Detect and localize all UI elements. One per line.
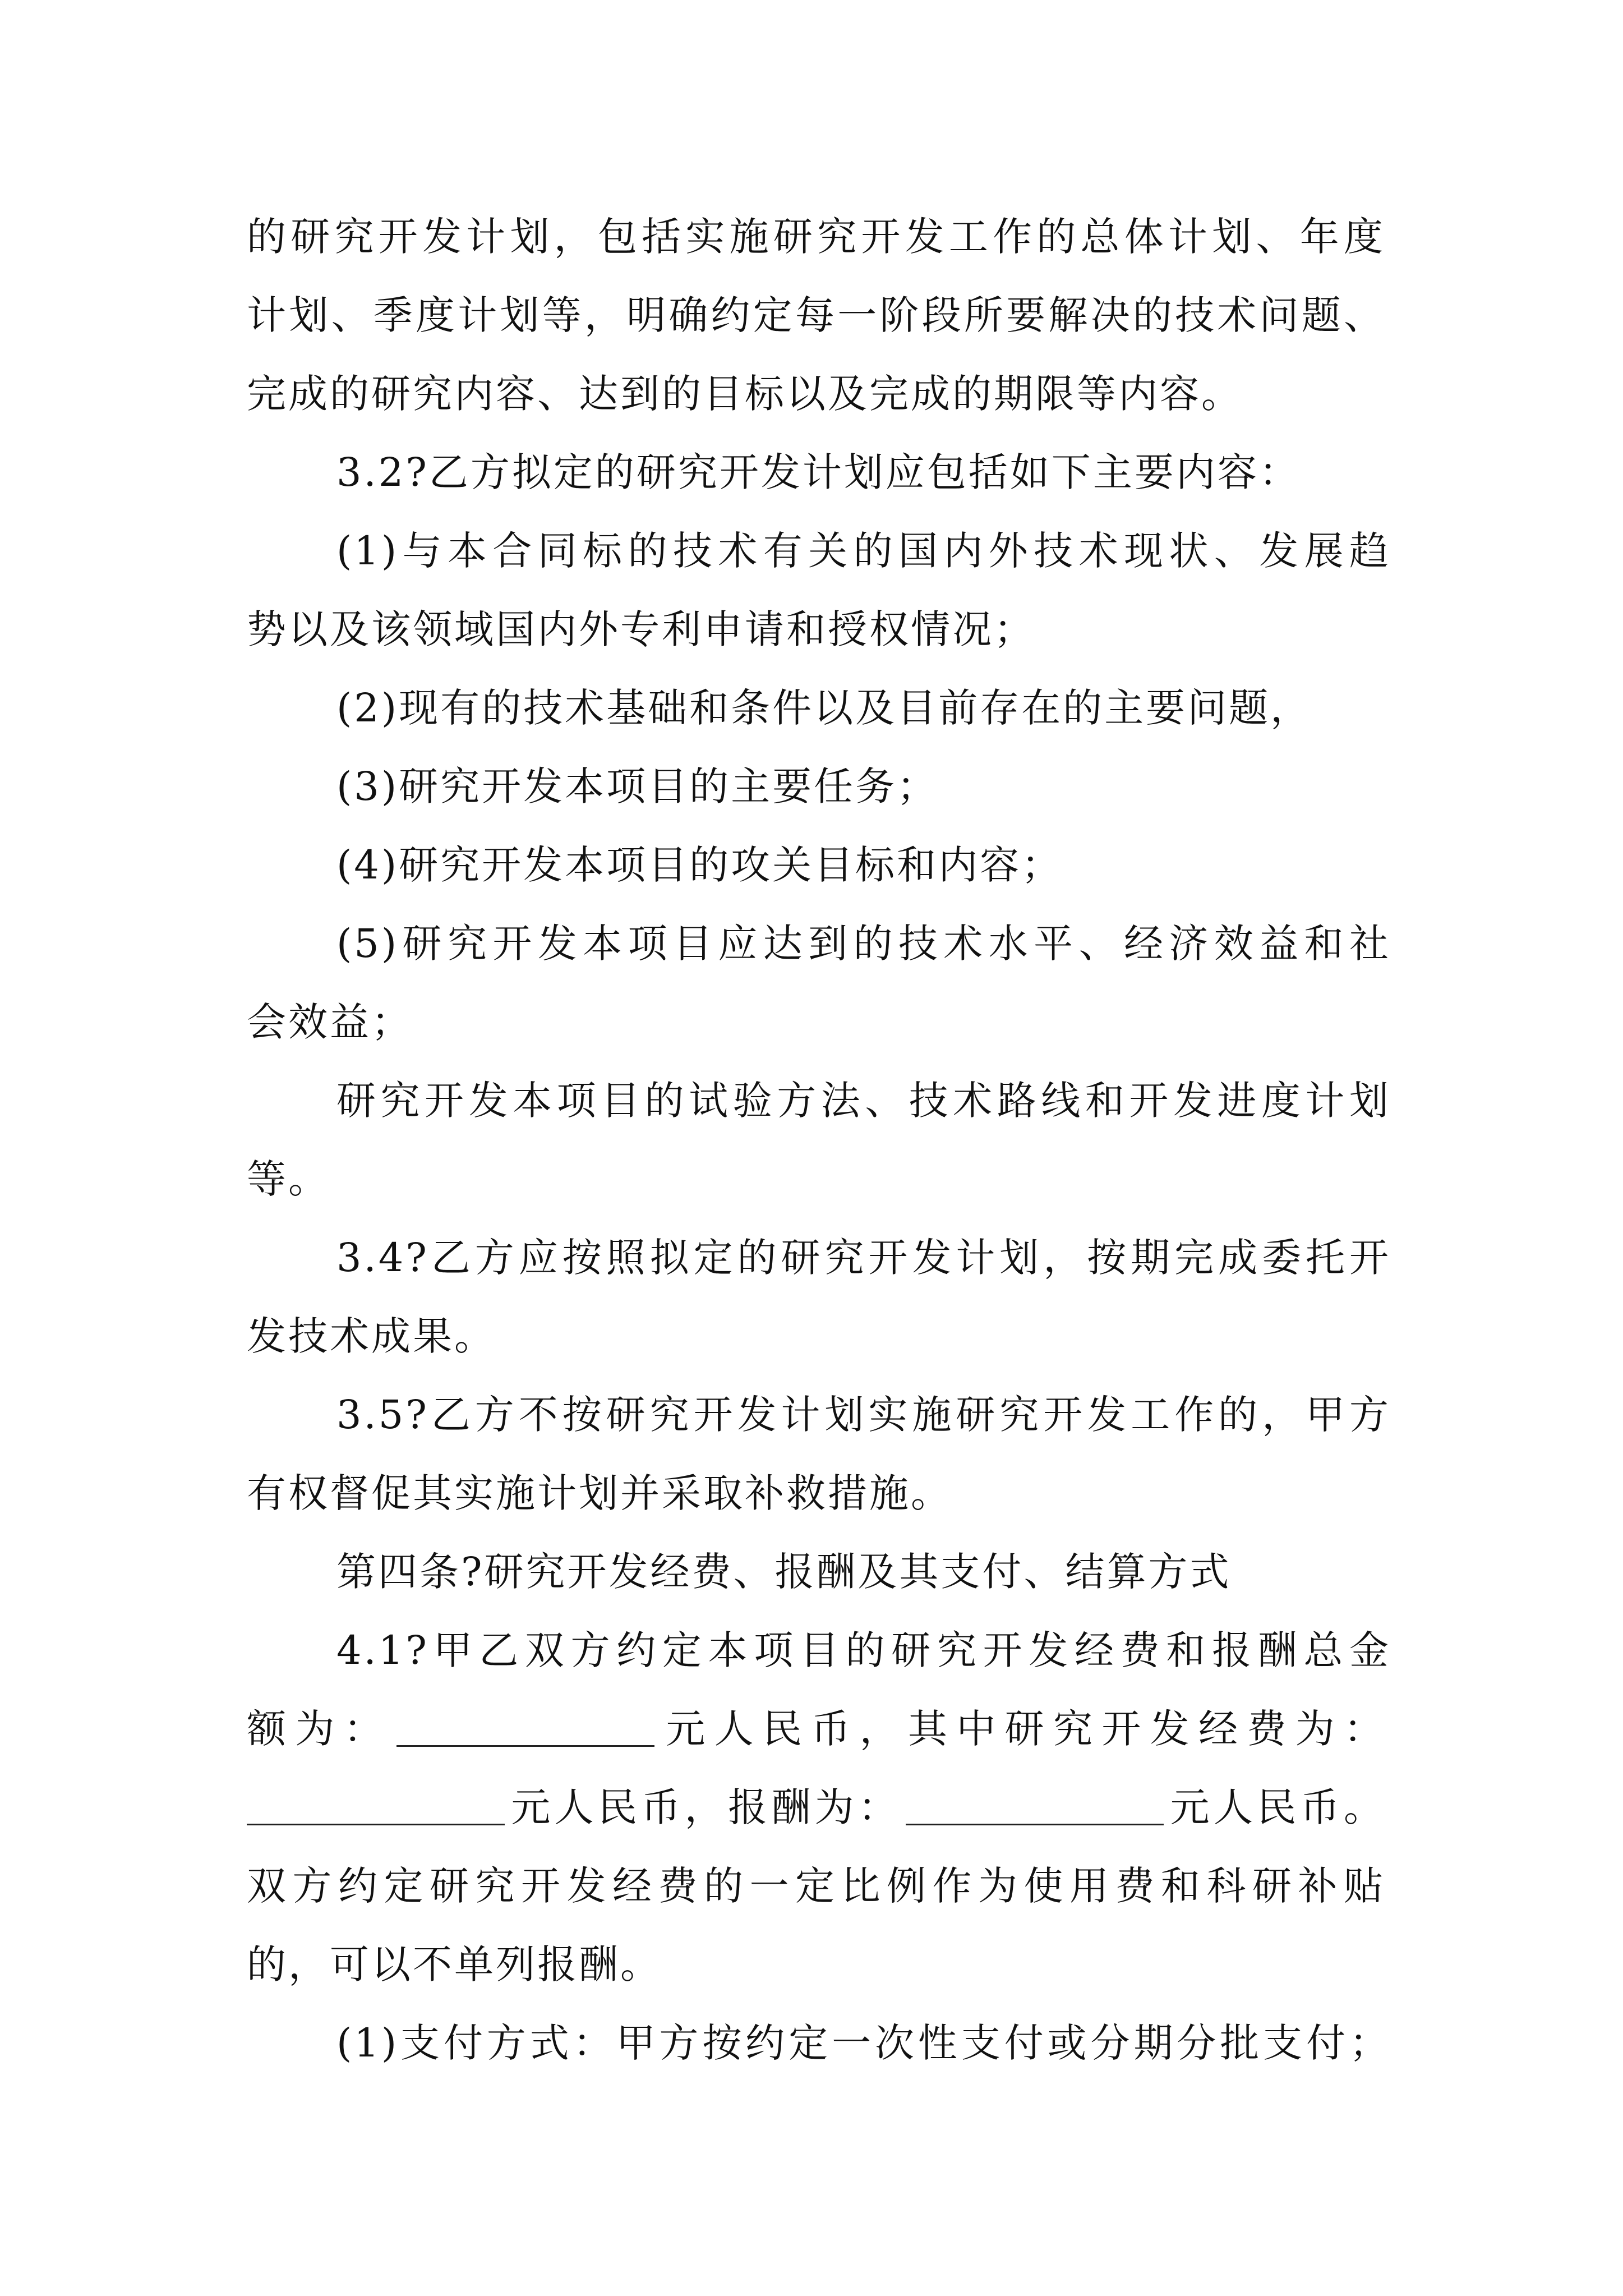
paragraph-line: 发技术成果。	[247, 1313, 496, 1359]
paragraph-line: (1)与本合同标的技术有关的国内外技术现状、发展趋	[336, 528, 1391, 574]
paragraph-line: 有权督促其实施计划并采取补救措施。	[247, 1470, 952, 1516]
paragraph-line: 3.2?乙方拟定的研究开发计划应包括如下主要内容：	[336, 449, 1301, 495]
paragraph-line: 的，可以不单列报酬。	[247, 1941, 662, 1987]
paragraph-line: (4)研究开发本项目的攻关目标和内容；	[336, 842, 1063, 888]
research-fund-blank	[247, 1784, 505, 1825]
paragraph-line: 势以及该领域国内外专利申请和授权情况；	[247, 606, 1035, 652]
total-amount-blank	[396, 1706, 654, 1747]
amount-line	[247, 1779, 1385, 1835]
paragraph-line: 4.1?甲乙双方约定本项目的研究开发经费和报酬总金	[336, 1627, 1391, 1673]
paragraph-line: 完成的研究内容、达到的目标以及完成的期限等内容。	[247, 371, 1243, 417]
paragraph-line: (5)研究开发本项目应达到的技术水平、经济效益和社	[336, 921, 1391, 967]
remuneration-blank	[906, 1784, 1164, 1825]
paragraph-line: 双方约定研究开发经费的一定比例作为使用费和科研补贴	[247, 1863, 1385, 1909]
amount-line	[247, 1701, 1385, 1757]
paragraph-line: (3)研究开发本项目的主要任务；	[336, 763, 939, 809]
amount-label: 额为：	[247, 1706, 392, 1752]
section-heading: 第四条?研究开发经费、报酬及其支付、结算方式	[336, 1549, 1232, 1595]
amount-text: 元人民币，其中研究开发经费为：	[659, 1706, 1385, 1752]
paragraph-line: 会效益；	[247, 999, 413, 1045]
paragraph-line: 研究开发本项目的试验方法、技术路线和开发进度计划	[336, 1078, 1391, 1124]
paragraph-line: 的研究开发计划，包括实施研究开发工作的总体计划、年度	[247, 214, 1385, 260]
amount-text: 元人民币。	[1168, 1784, 1386, 1830]
paragraph-line: 等。	[247, 1156, 330, 1202]
paragraph-line: (2)现有的技术基础和条件以及目前存在的主要问题，	[336, 685, 1312, 731]
paragraph-line: (1)支付方式：甲方按约定一次性支付或分期分批支付；	[336, 2020, 1391, 2066]
paragraph-line: 3.4?乙方应按照拟定的研究开发计划，按期完成委托开	[336, 1235, 1391, 1281]
paragraph-line: 计划、季度计划等，明确约定每一阶段所要解决的技术问题、	[247, 292, 1385, 338]
amount-text: 元人民币，报酬为：	[509, 1784, 902, 1830]
paragraph-line: 3.5?乙方不按研究开发计划实施研究开发工作的，甲方	[336, 1392, 1391, 1438]
